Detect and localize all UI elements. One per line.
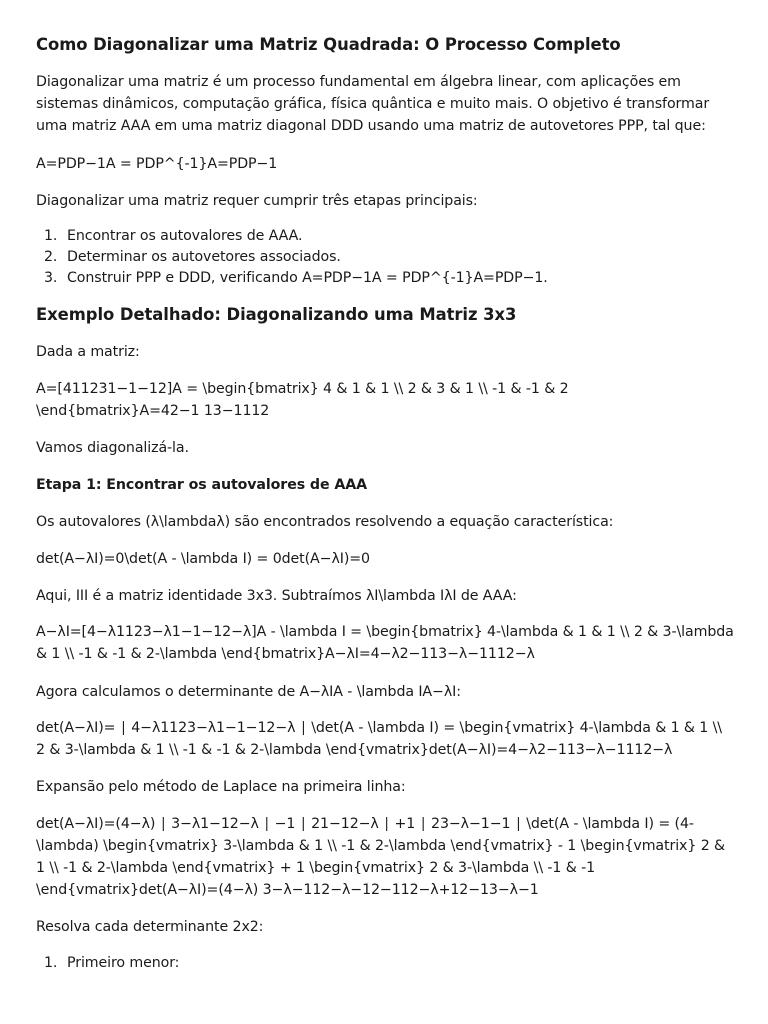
resolve-text: Resolva cada determinante 2x2: — [36, 919, 264, 935]
minors-list — [36, 953, 734, 974]
steps-intro: Diagonalizar uma matriz requer cumprir três etapas principais: — [36, 193, 478, 209]
steps-list — [36, 226, 734, 289]
list-item: 2. Determinar os autovetores associados. — [44, 249, 341, 265]
eigenvalue-text: Os autovalores (λ\lambdaλ) são encontrados resolvendo a equação característica: — [36, 514, 614, 530]
stage1-heading: Etapa 1: Encontrar os autovalores de AAA — [36, 477, 367, 493]
page-title: Como Diagonalizar uma Matriz Quadrada: O Processo Completo — [36, 35, 621, 54]
list-item: 1. Encontrar os autovalores de AAA. — [44, 228, 303, 244]
identity-text: Aqui, III é a matriz identidade 3x3. Subtraímos λI\lambda IλI de AAA: — [36, 588, 517, 604]
main-formula: A=PDP−1A = PDP^{-1}A=PDP−1 — [36, 156, 278, 172]
list-item: 3. Construir PPP e DDD, verificando A=PDP−1A = PDP^{-1}A=PDP−1. — [44, 270, 548, 286]
laplace-text: Expansão pelo método de Laplace na primeira linha: — [36, 779, 406, 795]
matrix-definition: A=[411231−1−12]A = \begin{bmatrix} 4 & 1 & 1 \\ 2 & 3 & 1 \\ -1 & -1 & 2 \end{bmatrix}A=42−1 13−1112 — [36, 381, 569, 419]
lets-go-text: Vamos diagonalizá-la. — [36, 440, 189, 456]
a-minus-lambda-formula: A−λI=[4−λ1123−λ1−1−12−λ]A - \lambda I = \begin{bmatrix} 4-\lambda & 1 & 1 \\ 2 & 3-\lambda & 1 \\ -1 & -1 & 2-\lambda \end{bmatrix}A−λI=4−λ2−113−λ−1112−λ — [36, 624, 734, 662]
intro-paragraph: Diagonalizar uma matriz é um processo fundamental em álgebra linear, com aplicações em sistemas dinâmicos, computação gráfica, física quântica e muito mais. O objetivo é transformar uma matriz AAA em uma matriz diagonal DDD usando uma matriz de autovetores PPP, tal que: — [36, 74, 710, 134]
laplace-formula: det(A−λI)=(4−λ) ∣ 3−λ1−12−λ ∣ −1 ∣ 21−12−λ ∣ +1 ∣ 23−λ−1−1 ∣ \det(A - \lambda I) = (4-\lambda) \begin{vmatrix} 3-\lambda & 1 \\ -1 & 2-\lambda \end{vmatrix} - 1 \begin{vmatrix} 2 & 1 \\ -1 & 2-\lambda \end{vmatrix} + 1 \begin{vmatrix} 2 & 3-\lambda \\ -1 & -1 \end{vmatrix}det(A−λI)=(4−λ) 3−λ−112−λ−12−112−λ+12−13−λ−1 — [36, 816, 725, 898]
example-heading: Exemplo Detalhado: Diagonalizando uma Matriz 3x3 — [36, 305, 517, 324]
given-text: Dada a matriz: — [36, 344, 140, 360]
determinant-text: Agora calculamos o determinante de A−λIA - \lambda IA−λI: — [36, 684, 461, 700]
determinant-formula: det(A−λI)= ∣ 4−λ1123−λ1−1−12−λ ∣ \det(A - \lambda I) = \begin{vmatrix} 4-\lambda & 1 & 1 \\ 2 & 3-\lambda & 1 \\ -1 & -1 & 2-\lambda \end{vmatrix}det(A−λI)=4−λ2−113−λ−1112−λ — [36, 720, 722, 758]
list-item: 1. Primeiro menor: — [44, 955, 180, 971]
characteristic-equation: det(A−λI)=0\det(A - \lambda I) = 0det(A−λI)=0 — [36, 551, 370, 567]
